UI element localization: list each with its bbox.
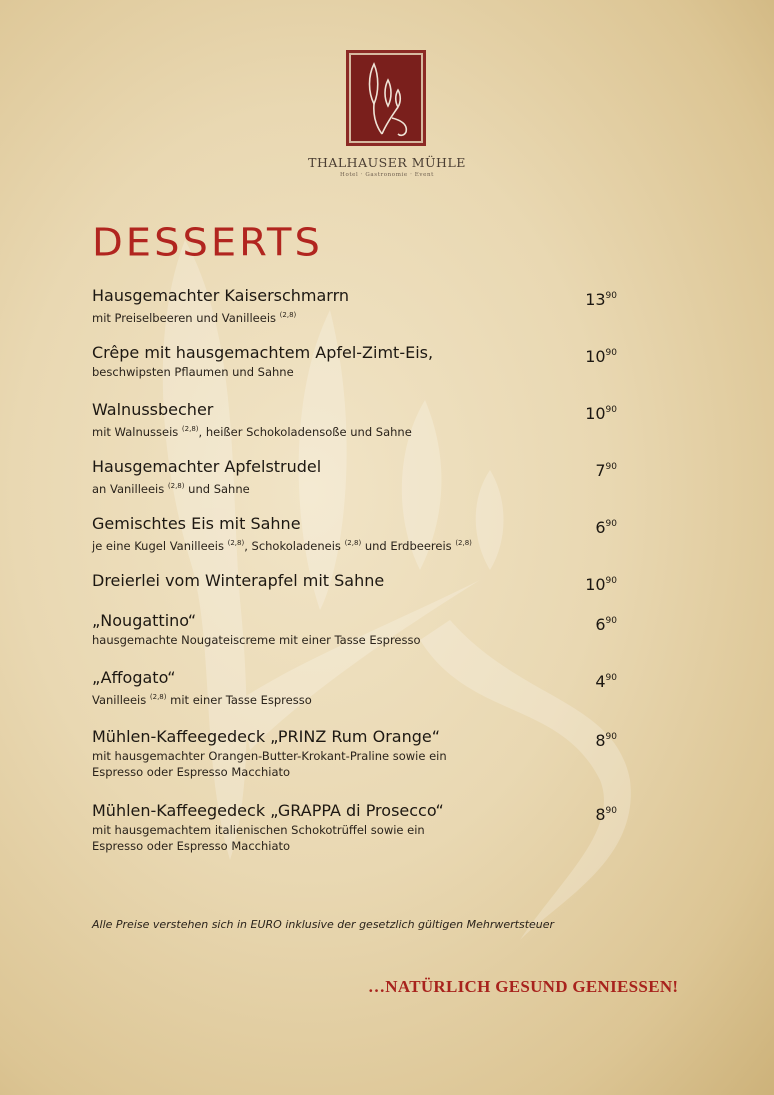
- item-price: $13^{90}$: [585, 290, 617, 309]
- item-name: Hausgemachter Apfelstrudel: [92, 457, 322, 476]
- item-description: Vanilleeis $^{(2,8)}$ mit einer Tasse Espresso: [92, 693, 312, 707]
- slogan: …NATÜRLICH GESUND GENIESSEN!: [368, 977, 679, 996]
- item-name: Hausgemachter Kaiserschmarrn: [92, 286, 350, 305]
- item-price: $10^{90}$: [585, 575, 617, 594]
- item-description-line: Espresso oder Espresso Macchiato: [92, 765, 291, 779]
- item-description: an Vanilleeis $^{(2,8)}$ und Sahne: [92, 482, 250, 496]
- item-description: mit Walnusseis $^{(2,8)}$, heißer Schokoladensoße und Sahne: [92, 425, 412, 439]
- menu-item: [92, 457, 629, 497]
- menu-item: [92, 668, 629, 708]
- item-description-line: mit hausgemachtem italienischen Schokotrüffel sowie ein: [92, 823, 425, 837]
- item-name: Mühlen-Kaffeegedeck „GRAPPA di Prosecco“: [92, 801, 444, 820]
- menu-item: [92, 343, 629, 380]
- item-price: $8^{90}$: [595, 731, 617, 750]
- item-name: Walnussbecher: [92, 400, 214, 419]
- item-description-line: Espresso oder Espresso Macchiato: [92, 839, 291, 853]
- brand-name: THALHAUSER MÜHLE: [308, 155, 466, 170]
- brand-tagline: Hotel · Gastronomie · Event: [340, 172, 434, 178]
- item-description: mit Preiselbeeren und Vanilleeis $^{(2,8)}$: [92, 311, 297, 325]
- item-price: $6^{90}$: [595, 518, 617, 537]
- item-price: $6^{90}$: [595, 615, 617, 634]
- item-price: $10^{90}$: [585, 347, 617, 366]
- page-title: DESSERTS: [92, 221, 323, 265]
- item-description: hausgemachte Nougateiscreme mit einer Tasse Espresso: [92, 633, 421, 647]
- item-name: Gemischtes Eis mit Sahne: [92, 514, 301, 533]
- menu-item: [92, 571, 629, 594]
- menu-item: [92, 727, 629, 780]
- item-description: je eine Kugel Vanilleeis $^{(2,8)}$, Schokoladeneis $^{(2,8)}$ und Erdbeereis $^{(2,8)}$: [92, 539, 472, 553]
- brand-logo: [346, 50, 426, 146]
- menu-item: [92, 400, 629, 440]
- item-price: $10^{90}$: [585, 404, 617, 423]
- item-price: $4^{90}$: [595, 672, 617, 691]
- item-name: „Nougattino“: [92, 611, 197, 630]
- logo-branch-icon: [346, 50, 426, 146]
- item-price: $7^{90}$: [595, 461, 617, 480]
- menu-item: [92, 611, 629, 648]
- item-name: Dreierlei vom Winterapfel mit Sahne: [92, 571, 385, 590]
- menu-item: [92, 286, 629, 326]
- item-description-line: mit hausgemachter Orangen-Butter-Krokant-Praline sowie ein: [92, 749, 447, 763]
- item-name: Crêpe mit hausgemachtem Apfel-Zimt-Eis,: [92, 343, 434, 362]
- item-name: Mühlen-Kaffeegedeck „PRINZ Rum Orange“: [92, 727, 440, 746]
- price-footnote: Alle Preise verstehen sich in EURO inklusive der gesetzlich gültigen Mehrwertsteuer: [92, 918, 555, 931]
- item-description: beschwipsten Pflaumen und Sahne: [92, 365, 294, 379]
- item-price: $8^{90}$: [595, 805, 617, 824]
- item-name: „Affogato“: [92, 668, 176, 687]
- menu-item: [92, 514, 629, 554]
- menu-item: [92, 801, 629, 854]
